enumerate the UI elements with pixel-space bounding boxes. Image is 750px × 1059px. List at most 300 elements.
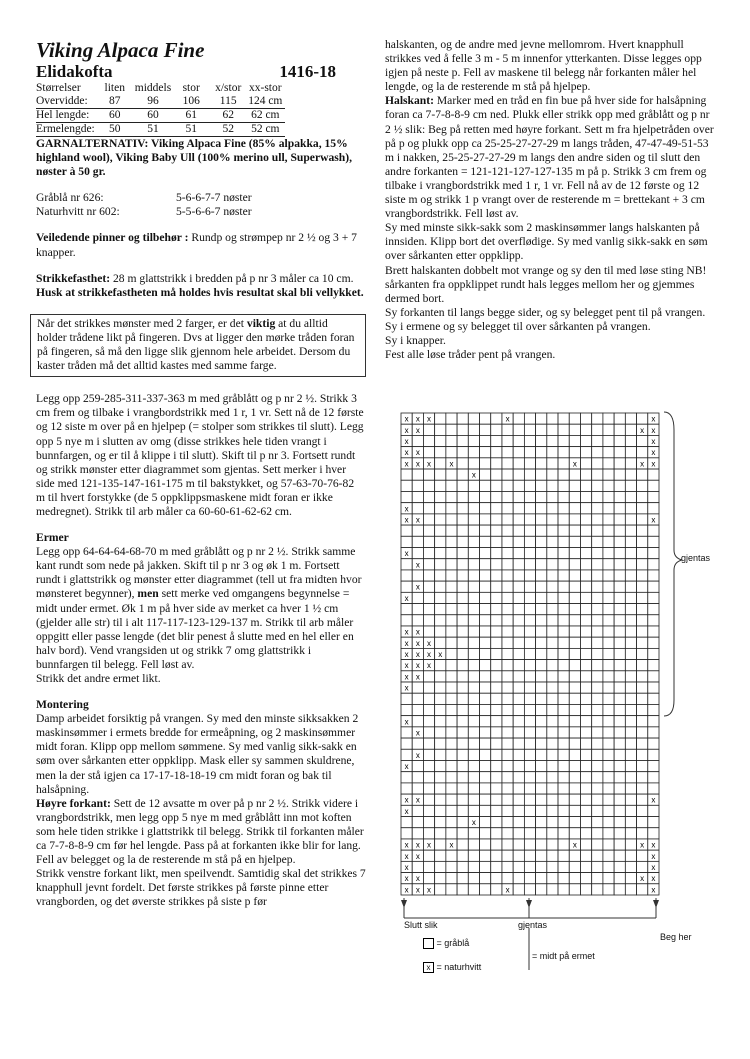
grid-cell	[446, 660, 457, 671]
grid-cell	[524, 615, 535, 626]
grid-cell	[536, 704, 547, 715]
repeat-bottom-label: gjentas	[518, 920, 548, 930]
grid-cell	[547, 559, 558, 570]
grid-cell	[547, 503, 558, 514]
grid-cell	[446, 704, 457, 715]
grid-cell	[625, 615, 636, 626]
grid-cell	[536, 413, 547, 424]
grid-cell	[423, 525, 434, 536]
grid-cell	[592, 536, 603, 547]
grid-cell	[401, 693, 412, 704]
grid-cell	[603, 760, 614, 771]
grid-cell	[603, 604, 614, 615]
grid-cell	[480, 525, 491, 536]
color-list	[36, 191, 366, 219]
grid-cell	[614, 839, 625, 850]
grid-cell	[502, 817, 513, 828]
grid-cell	[547, 581, 558, 592]
grid-cell	[502, 682, 513, 693]
cell-mark: x	[415, 448, 420, 458]
cell-mark: x	[415, 750, 420, 760]
grid-cell	[513, 716, 524, 727]
grid-cell	[491, 424, 502, 435]
grid-cell	[614, 570, 625, 581]
grid-cell	[401, 581, 412, 592]
grid-cell	[648, 491, 659, 502]
size-row-label: Overvidde:	[36, 95, 98, 109]
grid-cell	[637, 660, 648, 671]
grid-cell	[536, 503, 547, 514]
grid-cell	[547, 626, 558, 637]
grid-cell	[412, 604, 423, 615]
grid-cell	[457, 615, 468, 626]
grid-cell	[547, 525, 558, 536]
neck-paragraph	[385, 94, 715, 221]
grid-cell	[468, 615, 479, 626]
grid-cell	[547, 491, 558, 502]
grid-cell	[457, 805, 468, 816]
grid-cell	[491, 435, 502, 446]
assembly-instructions: Damp arbeidet forsiktig på vrangen. Sy med den minste sikksakken 2 maskinsømmer i ermets bredde for ermeåpning, og 2 maskinsømmer midt foran. Klipp opp mellom sømmene. Sy med vanlig sikk-sakk en søm over sårkanten etter oppklipp. Mask eller sy sammen skuldrene, men la der stå igjen ca 17-17-18-18-19 cm midt foran og bak til halsåpning.	[36, 712, 359, 796]
grid-cell	[435, 581, 446, 592]
grid-cell	[513, 604, 524, 615]
grid-cell	[513, 648, 524, 659]
grid-cell	[502, 491, 513, 502]
grid-cell	[580, 693, 591, 704]
grid-cell	[637, 671, 648, 682]
grid-cell	[468, 660, 479, 671]
grid-cell	[625, 738, 636, 749]
grid-cell	[468, 648, 479, 659]
end-here-label: Slutt slik	[404, 920, 438, 930]
grid-cell	[412, 525, 423, 536]
note-text: Når det strikkes mønster med 2 farger, er det	[37, 316, 244, 330]
grid-cell	[457, 480, 468, 491]
grid-cell	[547, 850, 558, 861]
grid-cell	[625, 525, 636, 536]
grid-cell	[614, 592, 625, 603]
cell-mark: x	[415, 560, 420, 570]
grid-cell	[625, 783, 636, 794]
grid-cell	[401, 828, 412, 839]
grid-cell	[491, 794, 502, 805]
grid-cell	[580, 671, 591, 682]
size-value: 124 cm	[248, 95, 285, 109]
grid-cell	[648, 548, 659, 559]
grid-cell	[435, 592, 446, 603]
grid-cell	[513, 581, 524, 592]
grid-cell	[513, 861, 524, 872]
grid-cell	[637, 861, 648, 872]
grid-cell	[547, 648, 558, 659]
note-text: at du alltid holder trådene likt på fingeren. Dvs at ligger den mørke tråden foran på fingeren, så må den ligge slik gjennom hele arbeidet. Dersom du kaster tråden må det alltid kastes med samme farge.	[37, 316, 355, 373]
grid-cell	[401, 817, 412, 828]
grid-cell	[502, 671, 513, 682]
grid-cell	[491, 480, 502, 491]
grid-cell	[569, 660, 580, 671]
grid-cell	[502, 604, 513, 615]
grid-cell	[536, 570, 547, 581]
grid-cell	[502, 480, 513, 491]
grid-cell	[524, 805, 535, 816]
grid-cell	[592, 727, 603, 738]
grid-cell	[412, 615, 423, 626]
grid-cell	[592, 503, 603, 514]
grid-cell	[569, 604, 580, 615]
grid-cell	[513, 548, 524, 559]
grid-cell	[637, 469, 648, 480]
grid-cell	[558, 884, 569, 895]
grid-cell	[603, 828, 614, 839]
grid-cell	[637, 637, 648, 648]
sleeves-instructions	[36, 545, 366, 672]
grid-cell	[558, 626, 569, 637]
grid-cell	[435, 760, 446, 771]
grid-cell	[491, 447, 502, 458]
grid-cell	[536, 592, 547, 603]
grid-cell	[423, 805, 434, 816]
grid-cell	[423, 435, 434, 446]
grid-cell	[625, 469, 636, 480]
grid-cell	[435, 693, 446, 704]
grid-cell	[524, 738, 535, 749]
grid-cell	[558, 469, 569, 480]
grid-cell	[603, 525, 614, 536]
grid-cell	[614, 514, 625, 525]
cell-mark: x	[415, 582, 420, 592]
grid-cell	[625, 514, 636, 525]
grid-cell	[524, 514, 535, 525]
cell-mark: x	[651, 862, 656, 872]
grid-cell	[423, 581, 434, 592]
grid-cell	[580, 660, 591, 671]
grid-cell	[423, 794, 434, 805]
grid-cell	[468, 424, 479, 435]
grid-cell	[625, 413, 636, 424]
grid-cell	[446, 671, 457, 682]
grid-cell	[625, 604, 636, 615]
grid-cell	[614, 615, 625, 626]
grid-cell	[491, 839, 502, 850]
grid-cell	[592, 873, 603, 884]
grid-cell	[558, 413, 569, 424]
grid-cell	[569, 536, 580, 547]
cell-mark: x	[415, 515, 420, 525]
cell-mark: x	[427, 459, 432, 469]
grid-cell	[491, 828, 502, 839]
grid-cell	[592, 413, 603, 424]
grid-cell	[423, 447, 434, 458]
grid-cell	[524, 817, 535, 828]
size-name: liten	[104, 82, 125, 94]
size-value: 115	[211, 95, 248, 109]
grid-cell	[457, 570, 468, 581]
white-x-square-icon: x	[423, 962, 434, 973]
cell-mark: x	[404, 504, 409, 514]
grid-cell	[603, 738, 614, 749]
size-value: 60	[135, 109, 174, 123]
grid-cell	[435, 548, 446, 559]
grid-cell	[468, 637, 479, 648]
grid-cell	[480, 536, 491, 547]
grid-cell	[648, 738, 659, 749]
cell-mark: x	[415, 661, 420, 671]
grid-cell	[547, 671, 558, 682]
grid-cell	[480, 592, 491, 603]
grid-cell	[491, 760, 502, 771]
grid-cell	[457, 592, 468, 603]
grid-cell	[502, 749, 513, 760]
grid-cell	[592, 861, 603, 872]
grid-cell	[580, 615, 591, 626]
grid-cell	[580, 435, 591, 446]
grid-cell	[446, 559, 457, 570]
size-header-row	[36, 82, 285, 95]
grid-cell	[569, 873, 580, 884]
grid-cell	[592, 704, 603, 715]
grid-cell	[580, 805, 591, 816]
grid-cell	[536, 660, 547, 671]
grid-cell	[468, 413, 479, 424]
grid-cell	[558, 760, 569, 771]
grid-cell	[502, 648, 513, 659]
grid-cell	[648, 671, 659, 682]
size-value: 52	[211, 123, 248, 137]
grid-cell	[580, 704, 591, 715]
grid-cell	[513, 424, 524, 435]
grid-cell	[412, 783, 423, 794]
grid-cell	[457, 794, 468, 805]
grid-cell	[457, 604, 468, 615]
grid-cell	[603, 581, 614, 592]
grid-cell	[491, 693, 502, 704]
grid-cell	[558, 794, 569, 805]
cell-mark: x	[449, 459, 454, 469]
grid-cell	[569, 447, 580, 458]
grid-cell	[580, 413, 591, 424]
grid-cell	[536, 772, 547, 783]
grid-cell	[412, 548, 423, 559]
right-front-paragraph	[36, 797, 366, 867]
grid-cell	[468, 525, 479, 536]
grid-cell	[536, 783, 547, 794]
grid-cell	[536, 738, 547, 749]
grid-cell	[446, 469, 457, 480]
grid-cell	[468, 491, 479, 502]
grid-cell	[592, 604, 603, 615]
grid-cell	[491, 592, 502, 603]
grid-cell	[513, 794, 524, 805]
right-front-label: Høyre forkant:	[36, 796, 111, 810]
grid-cell	[513, 559, 524, 570]
grid-cell	[614, 536, 625, 547]
grid-cell	[502, 839, 513, 850]
cell-mark: x	[415, 885, 420, 895]
grid-cell	[648, 581, 659, 592]
grid-cell	[558, 604, 569, 615]
grid-cell	[457, 727, 468, 738]
cell-mark: x	[404, 717, 409, 727]
grid-cell	[592, 828, 603, 839]
grid-cell	[435, 424, 446, 435]
grid-cell	[513, 570, 524, 581]
grid-cell	[435, 704, 446, 715]
grid-cell	[637, 648, 648, 659]
grid-cell	[648, 783, 659, 794]
sleeves-other: Strikk det andre ermet likt.	[36, 672, 161, 685]
grid-cell	[446, 581, 457, 592]
grid-cell	[625, 458, 636, 469]
grid-cell	[637, 828, 648, 839]
grid-cell	[603, 536, 614, 547]
grid-cell	[547, 772, 558, 783]
grid-cell	[625, 850, 636, 861]
grid-cell	[491, 671, 502, 682]
grid-cell	[524, 480, 535, 491]
grid-cell	[569, 805, 580, 816]
grid-cell	[524, 783, 535, 794]
grid-cell	[423, 873, 434, 884]
grid-cell	[468, 839, 479, 850]
grid-cell	[468, 794, 479, 805]
cell-mark: x	[404, 806, 409, 816]
grid-cell	[423, 704, 434, 715]
grid-cell	[547, 548, 558, 559]
grid-cell	[603, 514, 614, 525]
grid-cell	[446, 435, 457, 446]
grid-cell	[603, 749, 614, 760]
size-row-sleeve	[36, 123, 285, 137]
grid-cell	[614, 637, 625, 648]
grid-cell	[536, 435, 547, 446]
grid-cell	[423, 503, 434, 514]
grid-cell	[547, 469, 558, 480]
grid-cell	[580, 783, 591, 794]
grid-cell	[480, 760, 491, 771]
grid-cell	[457, 424, 468, 435]
grid-cell	[502, 738, 513, 749]
grid-cell	[625, 548, 636, 559]
grid-cell	[423, 682, 434, 693]
grid-cell	[468, 749, 479, 760]
cell-mark: x	[404, 672, 409, 682]
grid-cell	[446, 536, 457, 547]
grid-cell	[457, 491, 468, 502]
grid-cell	[446, 727, 457, 738]
cell-mark: x	[427, 638, 432, 648]
grid-cell	[457, 861, 468, 872]
grid-cell	[435, 839, 446, 850]
grid-cell	[435, 873, 446, 884]
cell-mark: x	[640, 874, 645, 884]
cell-mark: x	[651, 459, 656, 469]
grid-cell	[423, 716, 434, 727]
cell-mark: x	[640, 425, 645, 435]
grid-cell	[435, 626, 446, 637]
grid-cell	[480, 491, 491, 502]
gauge-warning: Husk at strikkefastheten må holdes hvis resultat skal bli vellykket.	[36, 285, 364, 299]
grid-cell	[491, 850, 502, 861]
grid-cell	[513, 850, 524, 861]
grid-cell	[524, 536, 535, 547]
left-column	[36, 38, 366, 910]
grid-cell	[592, 637, 603, 648]
grid-cell	[435, 525, 446, 536]
cell-mark: x	[415, 672, 420, 682]
grid-cell	[580, 716, 591, 727]
grid-cell	[480, 503, 491, 514]
cell-mark: x	[415, 638, 420, 648]
cell-mark: x	[404, 862, 409, 872]
grid-cell	[412, 592, 423, 603]
grid-cell	[502, 805, 513, 816]
cell-mark: x	[572, 840, 577, 850]
repeat-bracket	[662, 410, 682, 720]
grid-cell	[580, 749, 591, 760]
grid-cell	[401, 536, 412, 547]
grid-cell	[637, 536, 648, 547]
grid-cell	[592, 424, 603, 435]
grid-cell	[480, 749, 491, 760]
grid-cell	[513, 884, 524, 895]
grid-cell	[558, 491, 569, 502]
grid-cell	[637, 480, 648, 491]
finishing-step: Sy i knapper.	[385, 333, 446, 347]
grid-cell	[491, 469, 502, 480]
grid-cell	[637, 548, 648, 559]
grid-cell	[468, 514, 479, 525]
assembly-heading: Montering	[36, 698, 89, 712]
grid-cell	[625, 491, 636, 502]
grid-cell	[513, 503, 524, 514]
size-row-label: Ermelengde:	[36, 123, 98, 137]
grid-cell	[435, 884, 446, 895]
grid-cell	[637, 884, 648, 895]
grid-cell	[423, 749, 434, 760]
grid-cell	[480, 447, 491, 458]
size-value: 62	[211, 109, 248, 123]
grid-cell	[614, 424, 625, 435]
grid-cell	[569, 435, 580, 446]
cell-mark: x	[404, 661, 409, 671]
grid-cell	[457, 783, 468, 794]
grid-cell	[580, 447, 591, 458]
grid-cell	[446, 592, 457, 603]
grid-cell	[423, 559, 434, 570]
grid-cell	[468, 604, 479, 615]
cell-mark: x	[640, 840, 645, 850]
grid-cell	[569, 738, 580, 749]
grid-cell	[536, 884, 547, 895]
grid-cell	[536, 491, 547, 502]
grid-cell	[547, 760, 558, 771]
grid-cell	[569, 581, 580, 592]
grid-cell	[558, 480, 569, 491]
note-emphasis: viktig	[246, 316, 276, 330]
grid-cell	[648, 749, 659, 760]
grid-cell	[423, 738, 434, 749]
grid-cell	[536, 581, 547, 592]
grid-cell	[547, 839, 558, 850]
grid-cell	[547, 447, 558, 458]
grid-cell	[423, 615, 434, 626]
grid-cell	[603, 413, 614, 424]
grid-cell	[491, 817, 502, 828]
grid-cell	[558, 772, 569, 783]
needles-text: Rundp og strømpep nr 2 ½ og 3 + 7 knapper.	[36, 231, 357, 259]
grid-cell	[502, 760, 513, 771]
grid-cell	[637, 525, 648, 536]
